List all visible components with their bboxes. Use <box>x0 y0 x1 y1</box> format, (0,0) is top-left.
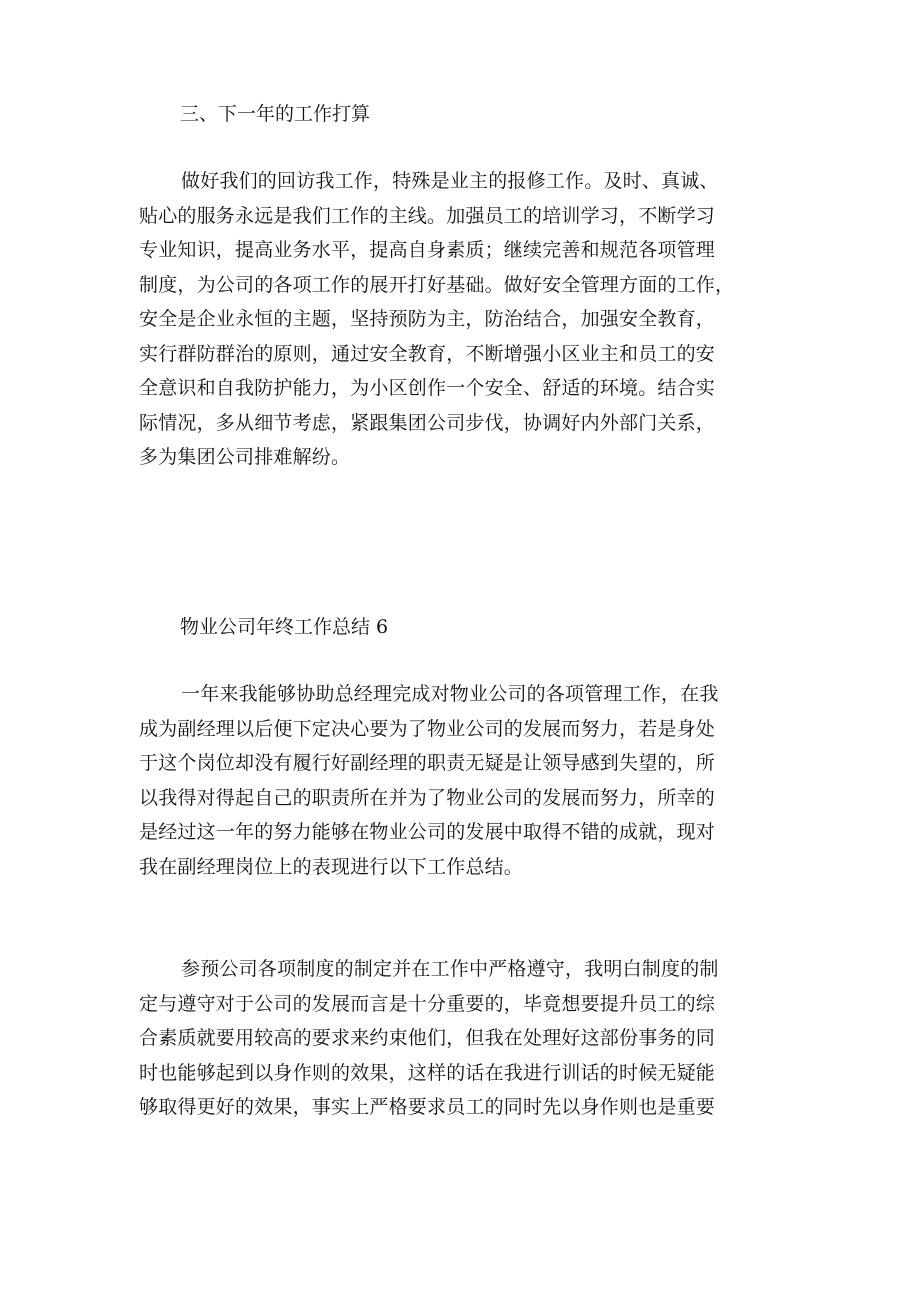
paragraph-next-year-plan <box>139 164 799 475</box>
paragraph-line: 以我得对得起自己的职责所在并为了物业公司的发展而努力，所幸的 <box>139 786 716 809</box>
paragraph-line: 定与遵守对于公司的发展而言是十分重要的，毕竟想要提升员工的综 <box>139 992 716 1015</box>
paragraph-line: 一年来我能够协助总经理完成对物业公司的各项管理工作，在我 <box>181 683 719 705</box>
paragraph-line: 际情况，多从细节考虑，紧跟集团公司步伐，协调好内外部门关系， <box>139 411 716 434</box>
paragraph-line: 做好我们的回访我工作，特殊是业主的报修工作。及时、真诚、 <box>181 170 719 192</box>
paragraph-line: 我在副经理岗位上的表现进行以下工作总结。 <box>139 855 524 878</box>
paragraph-line: 实行群防群治的原则，通过安全教育，不断增强小区业主和员工的安 <box>139 342 716 365</box>
summary-title: 物业公司年终工作总结 6 <box>180 616 389 638</box>
paragraph-line: 成为副经理以后便下定决心要为了物业公司的发展而努力，若是身处 <box>139 717 716 740</box>
paragraph-line: 安全是企业永恒的主题，坚持预防为主，防治结合，加强安全教育， <box>139 308 716 330</box>
paragraph-company-rules <box>139 952 799 1125</box>
paragraph-line: 贴心的服务永远是我们工作的主线。加强员工的培训学习，不断学习 <box>139 204 716 227</box>
paragraph-line: 专业知识，提高业务水平，提高自身素质；继续完善和规范各项管理 <box>139 239 716 261</box>
paragraph-line: 是经过这一年的努力能够在物业公司的发展中取得不错的成就，现对 <box>139 821 716 843</box>
paragraph-deputy-manager-intro <box>139 677 799 884</box>
paragraph-line: 于这个岗位却没有履行好副经理的职责无疑是让领导感到失望的，所 <box>139 752 716 774</box>
paragraph-line: 制度，为公司的各项工作的展开打好基础。做好安全管理方面的工作， <box>139 273 735 296</box>
section-heading: 三、下一年的工作打算 <box>180 103 371 125</box>
paragraph-line: 参预公司各项制度的制定并在工作中严格遵守，我明白制度的制 <box>181 958 719 980</box>
paragraph-line: 多为集团公司排难解纷。 <box>139 446 351 468</box>
paragraph-line: 全意识和自我防护能力，为小区创作一个安全、舒适的环境。结合实 <box>139 377 716 399</box>
paragraph-line: 合素质就要用较高的要求来约束他们，但我在处理好这部份事务的同 <box>139 1027 716 1049</box>
paragraph-line: 够取得更好的效果，事实上严格要求员工的同时先以身作则也是重要 <box>139 1096 716 1118</box>
paragraph-line: 时也能够起到以身作则的效果，这样的话在我进行训话的时候无疑能 <box>139 1061 716 1084</box>
